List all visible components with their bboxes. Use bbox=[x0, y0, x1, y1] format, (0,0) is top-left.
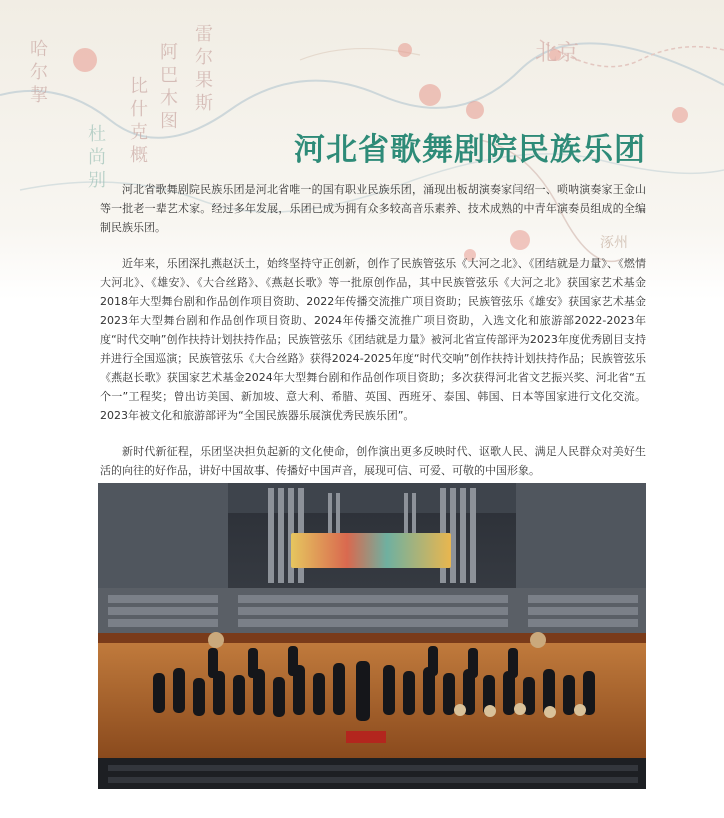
map-label: 哈 bbox=[30, 39, 48, 60]
map-label: 尚 bbox=[88, 147, 106, 168]
paragraph: 新时代新征程，乐团坚决担负起新的文化使命，创作演出更多反映时代、讴歌人民、满足人民群众对美好生活的向往的好作品，讲好中国故事、传播好中国声音，展现可信、可爱、可敬的中国形象。 bbox=[100, 445, 646, 477]
map-label: 什 bbox=[130, 99, 148, 120]
map-city-zhuozhou: 涿州 bbox=[600, 235, 628, 251]
conductor-podium bbox=[346, 731, 386, 743]
map-label: 尔 bbox=[195, 47, 213, 68]
paragraph: 近年来，乐团深扎燕赵沃土，始终坚持守正创新，创作了民族管弦乐《大河之北》、《团结就是力量》、《燃情大河北》、《雄安》、《大合丝路》、《燕赵长歌》等一批原创作品，其中民族管弦乐《大河之北》获国家艺术基金2018年大型舞台剧和作品创作项目资助、2022年传播交流推广项目资助；民族管弦乐《雄安》获国家艺术基金2023年大型舞台剧和作品创作项目资助、2024年传播交流推广项目资助，入选文化和旅游部2022-2023年度“时代交响”创作扶持计划扶持作品；民族管弦乐《团结就是力量》被河北省宣传部评为2023年度优秀剧目支持并进行全国巡演；民族管弦乐《大合丝路》获得2024-2025年度“时代交响”创作扶持计划扶持作品；民族管弦乐《燕赵长歌》获国家艺术基金2024年大型舞台剧和作品创作项目资助；多次获得河北省文艺振兴奖、河北省“五个一”工程奖；曾出访美国、新加坡、意大利、希腊、英国、西班牙、泰国、韩国、日本等国家进行文化交流。2023年被文化和旅游部评为“全国民族器乐展演优秀民族乐团”。 bbox=[100, 257, 646, 422]
map-label: 阿 bbox=[160, 42, 178, 63]
page-title: 河北省歌舞剧院民族乐团 bbox=[294, 132, 646, 168]
map-label: 别 bbox=[88, 170, 106, 191]
map-label: 斯 bbox=[195, 93, 213, 114]
map-label: 比 bbox=[130, 76, 148, 97]
map-label: 果 bbox=[195, 70, 213, 91]
map-label: 杜 bbox=[88, 124, 106, 145]
map-label: 木 bbox=[160, 88, 178, 109]
article-body bbox=[100, 180, 646, 497]
map-label: 克 bbox=[130, 122, 148, 143]
orchestra-photo bbox=[98, 483, 646, 789]
paragraph: 河北省歌舞剧院民族乐团是河北省唯一的国有职业民族乐团，涌现出板胡演奏家闫绍一、唢呐演奏家王金山等一批老一辈艺术家。经过多年发展，乐团已成为拥有众多较高音乐素养、技术成熟的中青年演奏员组成的全编制民族乐团。 bbox=[100, 183, 646, 234]
map-label: 雷 bbox=[195, 24, 213, 45]
map-city-beijing: 北京 bbox=[535, 41, 580, 66]
map-label: 巴 bbox=[160, 65, 178, 86]
map-label: 尔 bbox=[30, 62, 48, 83]
map-label: 概 bbox=[130, 145, 148, 166]
stage-mural bbox=[291, 533, 451, 568]
choir-seats bbox=[108, 595, 638, 627]
map-label: 挈 bbox=[30, 85, 48, 106]
map-label: 图 bbox=[160, 111, 178, 132]
